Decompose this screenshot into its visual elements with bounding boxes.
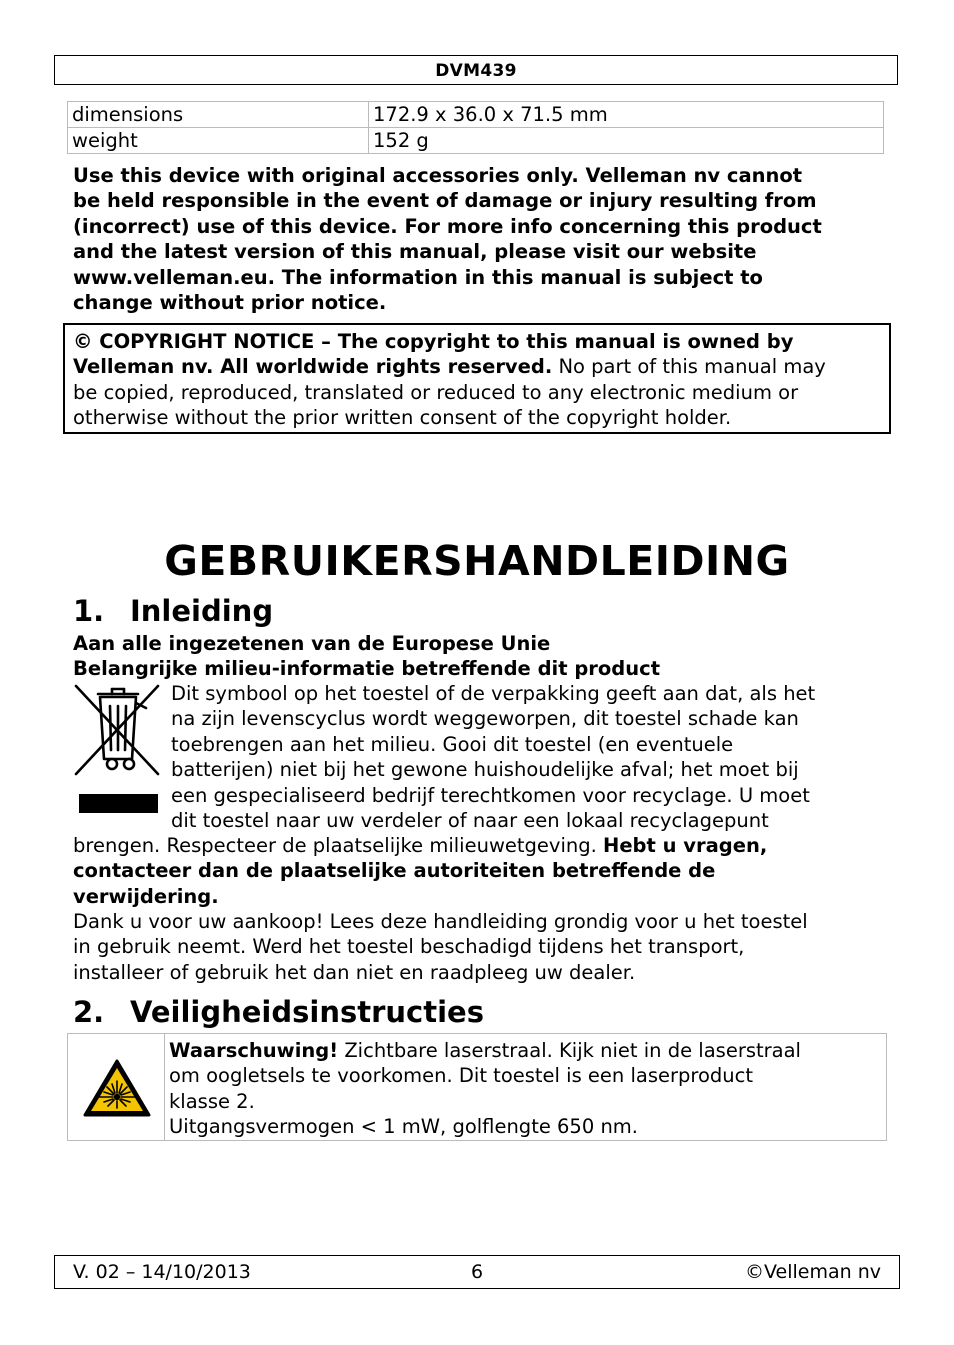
spec-label: dimensions [68,102,369,128]
warning-line: Uitgangsvermogen < 1 mW, golflengte 650 nm. [169,1115,638,1139]
disclaimer-line: and the latest version of this manual, please visit our website [73,240,757,264]
copyright-line: © COPYRIGHT NOTICE – The copyright to this manual is owned by [73,330,794,353]
warning-normal-text: Zichtbare laserstraal. Kijk niet in de laserstraal [338,1039,801,1062]
weee-line [73,833,883,858]
disclaimer-line: Use this device with original accessories only. Velleman nv cannot [73,164,803,187]
warning-line [169,1038,879,1063]
weee-line: batterijen) niet bij het gewone huishoudelijke afval; het moet bij [171,758,799,782]
disclaimer-paragraph [73,163,883,315]
weee-line: contacteer dan de plaatselijke autoriteiten betreffende de [73,859,716,883]
warning-label: Waarschuwing! [169,1039,339,1062]
thanks-line: in gebruik neemt. Werd het toestel beschadigd tijdens het transport, [73,935,745,959]
table-row [68,102,884,128]
warning-line: om oogletsels te voorkomen. Dit toestel is een laserproduct [169,1064,754,1088]
section-title: Veiligheidsinstructies [130,995,484,1029]
copyright-line: otherwise without the prior written consent of the copyright holder. [73,406,732,430]
thanks-line: Dank u voor uw aankoop! Lees deze handleiding grondig voor u het toestel [73,910,808,933]
disclaimer-line: (incorrect) use of this device. For more info concerning this product [73,214,822,238]
page-header [54,55,898,85]
crossed-out-wheelie-bin-icon [74,684,162,816]
spec-table [67,101,884,154]
weee-bold-text: Hebt u vragen, [603,834,768,857]
warning-icon-cell [68,1034,165,1140]
copyright-normal-text: No part of this manual may [552,355,826,379]
header-title: DVM439 [435,61,517,81]
footer-copyright: ©Velleman nv [745,1261,881,1283]
subheading: Belangrijke milieu-informatie betreffende dit product [73,657,661,680]
weee-line: na zijn levenscyclus wordt weggeworpen, dit toestel schade kan [171,707,799,731]
copyright-text [73,329,883,431]
section-number: 2. [73,995,105,1029]
table-row [68,128,884,154]
disclaimer-line: change without prior notice. [73,291,387,315]
copyright-bold-text: Velleman nv. All worldwide rights reserved. [73,355,553,379]
weee-paragraph-continued [73,833,883,909]
laser-warning-icon [83,1058,151,1118]
weee-line: een gespecialiseerd bedrijf terechtkomen voor recyclage. U moet [171,783,810,807]
page-title: GEBRUIKERSHANDLEIDING [164,537,790,585]
disclaimer-line: www.velleman.eu. The information in this manual is subject to [73,265,763,289]
thanks-paragraph [73,909,873,985]
weee-line: toebrengen aan het milieu. Gooi dit toestel (en eventuele [171,732,734,756]
copyright-line [73,354,883,379]
section-heading-veiligheidsinstructies [73,994,484,1030]
section-title: Inleiding [130,594,274,628]
spec-value: 152 g [369,128,884,154]
weee-line: verwijdering. [73,884,219,908]
thanks-line: installeer of gebruik het dan niet en raadpleeg uw dealer. [73,960,636,984]
section-heading-inleiding [73,593,273,629]
warning-table [67,1033,887,1141]
subheading: Aan alle ingezetenen van de Europese Unie [73,632,551,655]
spec-value: 172.9 x 36.0 x 71.5 mm [369,102,884,128]
warning-line: klasse 2. [169,1089,255,1113]
warning-text [169,1038,879,1140]
page-number: 6 [470,1261,484,1283]
weee-paragraph [171,681,871,833]
section-number: 1. [73,594,105,628]
version-label: V. 02 – 14/10/2013 [73,1261,251,1283]
weee-line: dit toestel naar uw verdeler of naar een lokaal recyclagepunt [171,809,769,833]
weee-line: Dit symbool op het toestel of de verpakking geeft aan dat, als het [171,682,816,705]
page-footer [54,1255,900,1289]
disclaimer-line: be held responsible in the event of damage or injury resulting from [73,189,817,213]
copyright-line: be copied, reproduced, translated or reduced to any electronic medium or [73,380,799,404]
weee-normal-text: brengen. Respecteer de plaatselijke milieuwetgeving. [73,834,604,857]
copyright-notice-box [63,323,891,434]
spec-label: weight [68,128,369,154]
